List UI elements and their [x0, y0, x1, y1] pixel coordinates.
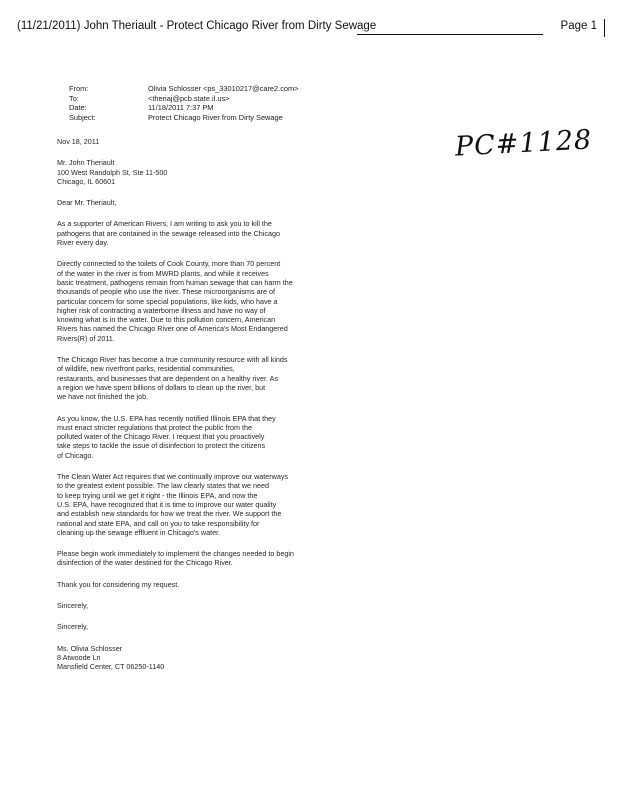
- paragraph-line: basic treatment, pathogens remain from human sewage that can harm the: [57, 277, 293, 287]
- paragraph-line: a region we have spent billions of dollars to clean up the river, but: [57, 382, 266, 392]
- meta-label: Subject:: [69, 112, 96, 122]
- meta-row-to: [69, 94, 298, 104]
- paragraph-line: of Chicago.: [57, 450, 94, 460]
- address-line: Chicago, IL 60601: [57, 176, 116, 186]
- header-bar: [604, 19, 605, 37]
- signature-line: Mansfield Center, CT 06250-1140: [57, 662, 165, 672]
- paragraph-line: of the water in the river is from MWRD plants, and while it receives: [57, 268, 269, 278]
- paragraph-line: Please begin work immediately to implement the changes needed to begin: [57, 549, 294, 559]
- address-line: Mr. John Theriault: [57, 158, 115, 168]
- paragraph-line: As you know, the U.S. EPA has recently notified Illinois EPA that they: [57, 413, 276, 423]
- handwritten-stamp: PC#1128: [454, 124, 593, 163]
- paragraph-line: to the greatest extent possible. The law clearly states that we need: [57, 481, 270, 491]
- letter-body: [57, 137, 357, 671]
- meta-value: Protect Chicago River from Dirty Sewage: [148, 112, 283, 122]
- header-rule: [357, 34, 543, 35]
- paragraph-line: disinfection of the water destined for the Chicago River.: [57, 558, 233, 568]
- paragraph-line: The Clean Water Act requires that we continually improve our waterways: [57, 472, 289, 482]
- paragraph-line: Thank you for considering my request.: [57, 579, 180, 589]
- document-header: [17, 20, 605, 38]
- paragraph-line: Directly connected to the toilets of Cook County, more than 70 percent: [57, 259, 281, 269]
- meta-row-from: [69, 84, 298, 94]
- paragraph-line: As a supporter of American Rivers, I am writing to ask you to kill the: [57, 219, 272, 229]
- paragraph-line: The Chicago River has become a true community resource with all kinds: [57, 355, 288, 365]
- meta-value: Olivia Schlosser <ps_33010217@care2.com>: [148, 84, 299, 93]
- paragraph-line: knowing what is in the water. Due to this pollution concern, American: [57, 315, 276, 325]
- paragraph-line: River every day.: [57, 238, 109, 248]
- signature-line: 8 Atwoode Ln: [57, 652, 101, 662]
- paragraph-line: and establish new standards for how we treat the river. We support the: [57, 509, 282, 519]
- paragraph-line: Rivers has named the Chicago River one of America's Most Endangered: [57, 324, 288, 334]
- meta-label: From:: [69, 84, 89, 93]
- email-meta: [69, 84, 298, 122]
- meta-row-date: [69, 103, 298, 113]
- paragraph-line: higher risk of contracting a waterborne illness and have no way of: [57, 305, 266, 315]
- paragraph-line: to keep trying until we get it right - the Illinois EPA, and now the: [57, 490, 258, 500]
- paragraph-line: Rivers(R) of 2011.: [57, 333, 115, 343]
- paragraph-line: polluted water of the Chicago River. I request that you proactively: [57, 432, 265, 442]
- meta-row-subject: [69, 113, 298, 123]
- salutation: Dear Mr. Theriault,: [57, 198, 117, 208]
- closing-line: Sincerely,: [57, 622, 89, 632]
- paragraph-line: restaurants, and businesses that are dependent on a healthy river. As: [57, 373, 278, 383]
- paragraph-line: must enact stricter regulations that protect the public from the: [57, 422, 252, 432]
- address-line: 100 West Randolph St, Ste 11-500: [57, 167, 168, 177]
- paragraph-line: of wildlife, new riverfront parks, residential communities,: [57, 364, 235, 374]
- paragraph-line: thousands of people who use the river. These microorganisms are of: [57, 287, 276, 297]
- paragraph-line: particular concern for some special populations, like kids, who have a: [57, 296, 278, 306]
- paragraph-line: national and state EPA, and call on you to take responsibility for: [57, 518, 260, 528]
- meta-value: <theriaj@pcb.state.il.us>: [148, 93, 230, 103]
- paragraph-line: pathogens that are contained in the sewage released into the Chicago: [57, 228, 280, 238]
- meta-value: 11/18/2011 7:37 PM: [148, 103, 214, 113]
- paragraph-line: cleaning up the sewage effluent in Chicago's water.: [57, 527, 221, 537]
- document-title: (11/21/2011) John Theriault - Protect Chicago River from Dirty Sewage: [17, 20, 377, 32]
- signature-line: Ms. Olivia Schlosser: [57, 643, 123, 653]
- paragraph-line: we have not finished the job.: [57, 392, 149, 402]
- paragraph-line: take steps to tackle the issue of disinfection to protect the citizens: [57, 441, 266, 451]
- closing-line: Sincerely,: [57, 600, 89, 610]
- meta-label: Date:: [69, 103, 87, 113]
- letter-date: Nov 18, 2011: [57, 137, 100, 146]
- paragraph-line: U.S. EPA, have recognized that it is time to improve our water quality: [57, 499, 277, 509]
- page-number: Page 1: [560, 20, 597, 32]
- meta-label: To:: [69, 93, 79, 103]
